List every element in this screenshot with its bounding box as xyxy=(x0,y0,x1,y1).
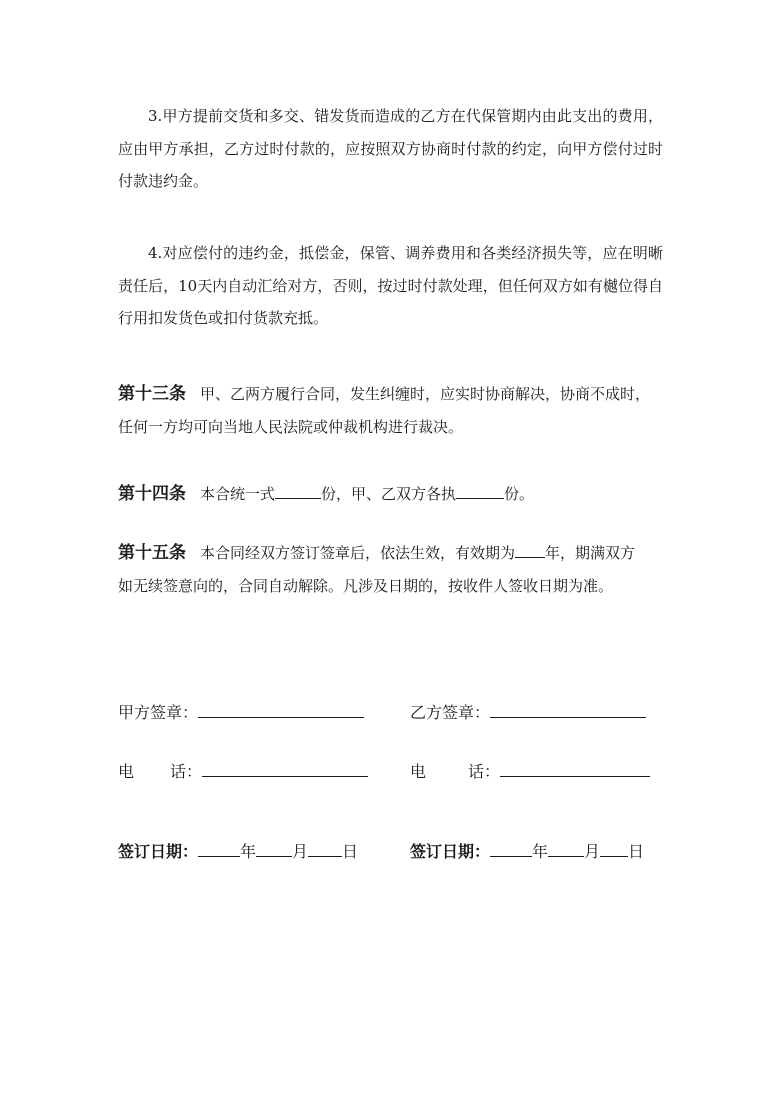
article-14-text-b: 份，甲、乙双方各执 xyxy=(321,485,457,503)
party-b-date xyxy=(410,836,644,867)
party-b-phone-char2: 话： xyxy=(468,762,501,781)
party-a-signature xyxy=(118,697,364,728)
article-14-title: 第十四条 xyxy=(118,484,186,504)
article-13-line2: 任何一方均可向当地人民法院或仲裁机构进行裁决。 xyxy=(118,417,464,436)
party-a-date-label: 签订日期： xyxy=(118,842,199,861)
party-a-sign-line[interactable] xyxy=(198,697,364,718)
party-a-month-blank[interactable] xyxy=(256,836,292,857)
article-15-line2: 如无续签意向的，合同自动解除。凡涉及日期的，按收件人签收日期为准。 xyxy=(118,576,614,595)
party-a-year-unit: 年 xyxy=(240,842,257,861)
phone-row xyxy=(118,756,663,786)
article-14-text-a: 本合统一式 xyxy=(200,485,276,503)
party-a-month-unit: 月 xyxy=(292,842,309,861)
party-b-date-label: 签订日期： xyxy=(410,842,491,861)
clause-item-4 xyxy=(118,237,663,335)
party-b-phone xyxy=(410,756,650,787)
party-b-day-unit: 日 xyxy=(628,842,645,861)
date-row xyxy=(118,836,663,866)
article-13-line1: 甲、乙两方履行合同，发生纠缠时，应实时协商解决，协商不成时， xyxy=(200,385,651,403)
clause-item-3-line3: 付过时付款违约金。 xyxy=(118,139,663,190)
clause-item-3-line1: 3.甲方提前交货和多交、错发货而造成的乙方在代保管期内由此支出的费 xyxy=(148,107,633,125)
party-b-month-blank[interactable] xyxy=(548,836,584,857)
party-a-date xyxy=(118,836,358,867)
article-15-text-b: 年，期满双方 xyxy=(545,544,636,562)
party-a-phone-line[interactable] xyxy=(202,756,368,777)
party-a-phone xyxy=(118,756,368,787)
clause-item-4-line2: 晰责任后，10天内自动汇给对方，否则，按过时付款处理，但任何双方如有樾 xyxy=(118,244,663,295)
party-b-phone-char1: 电 xyxy=(410,762,427,781)
party-a-day-unit: 日 xyxy=(342,842,359,861)
article-14-text-c: 份。 xyxy=(504,485,535,503)
party-a-phone-char2: 话： xyxy=(170,762,203,781)
article-13-title: 第十三条 xyxy=(118,384,186,404)
clause-item-4-line1: 4.对应偿付的违约金，抵偿金，保管、调养费用和各类经济损失等，应在明 xyxy=(148,244,648,262)
clause-item-3-line2: 用，应由甲方承担，乙方过时付款的，应按照双方协商时付款的约定，向甲方偿 xyxy=(118,107,663,158)
party-a-day-blank[interactable] xyxy=(308,836,342,857)
party-b-day-blank[interactable] xyxy=(600,836,628,857)
party-b-year-unit: 年 xyxy=(532,842,549,861)
article-15-title: 第十五条 xyxy=(118,543,186,563)
copies-total-blank[interactable] xyxy=(275,481,321,499)
validity-years-blank[interactable] xyxy=(515,540,545,558)
party-b-sign-label: 乙方签章： xyxy=(410,703,491,722)
article-13 xyxy=(118,378,663,443)
article-15 xyxy=(118,537,663,602)
clause-item-4-line3: 位得自行用扣发货色或扣付货款充抵。 xyxy=(118,276,663,327)
party-a-year-blank[interactable] xyxy=(198,836,240,857)
party-b-signature xyxy=(410,697,646,728)
party-a-sign-label: 甲方签章： xyxy=(118,703,199,722)
clause-item-3 xyxy=(118,100,663,198)
copies-each-blank[interactable] xyxy=(456,481,504,499)
signature-row xyxy=(118,697,663,727)
party-a-phone-char1: 电 xyxy=(118,762,135,781)
article-15-text-a: 本合同经双方签订签章后，依法生效，有效期为 xyxy=(200,544,516,562)
party-b-sign-line[interactable] xyxy=(490,697,646,718)
party-b-year-blank[interactable] xyxy=(490,836,532,857)
article-14 xyxy=(118,478,663,511)
party-b-month-unit: 月 xyxy=(584,842,601,861)
party-b-phone-line[interactable] xyxy=(500,756,650,777)
